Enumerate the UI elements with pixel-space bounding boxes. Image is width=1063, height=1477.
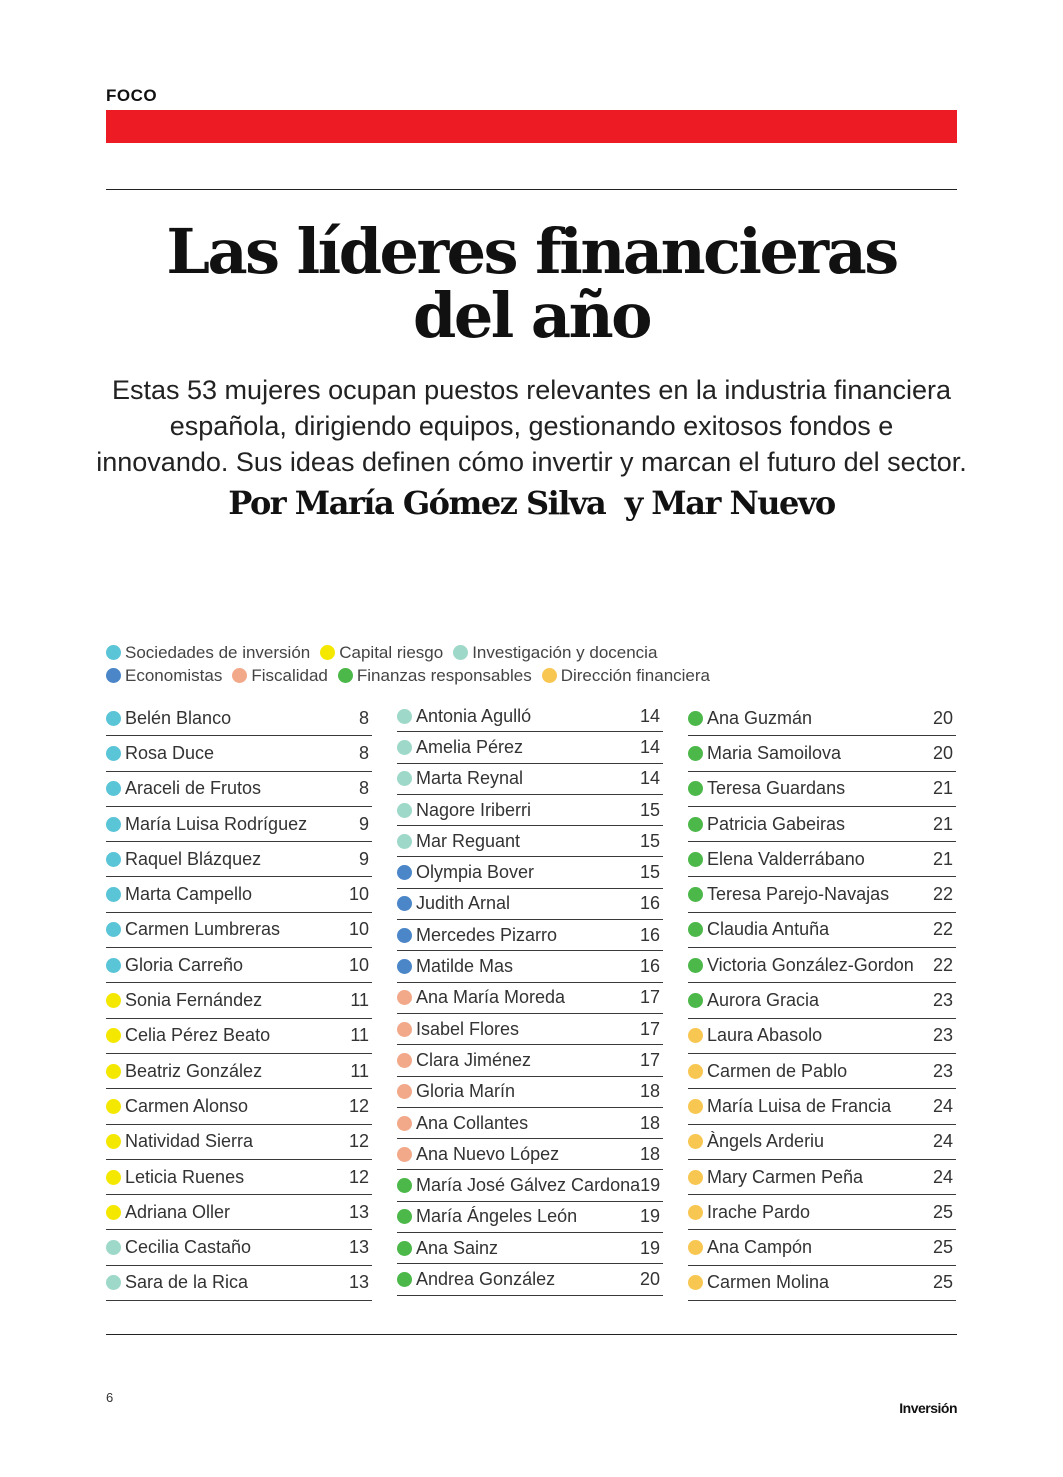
entry-name: Marta Campello <box>125 884 253 905</box>
legend-label: Finanzas responsables <box>356 665 532 685</box>
entry-page-number: 20 <box>932 707 953 728</box>
entry-name: Teresa Parejo-Navajas <box>707 884 890 905</box>
entry-page-number: 23 <box>932 1025 953 1046</box>
entry-page-number: 18 <box>639 1081 660 1102</box>
category-dot-icon <box>397 1209 412 1224</box>
category-dot-icon <box>688 1134 703 1149</box>
entry-name: Patricia Gabeiras <box>707 813 846 834</box>
entry-name: Mary Carmen Peña <box>707 1166 864 1187</box>
legend-label: Investigación y docencia <box>472 642 658 662</box>
entry-name: Raquel Blázquez <box>125 848 262 869</box>
entry-name: María Luisa de Francia <box>707 1095 892 1116</box>
index-entry <box>688 877 956 912</box>
category-dot-icon <box>106 958 121 973</box>
index-entry <box>397 1170 663 1201</box>
category-dot-icon <box>106 1205 121 1220</box>
entry-page-number: 10 <box>348 919 369 940</box>
entry-page-number: 8 <box>358 778 369 799</box>
entry-name: Ana Collantes <box>416 1112 529 1133</box>
legend-label: Economistas <box>125 665 223 685</box>
entry-page-number: 10 <box>348 954 369 975</box>
entry-name: Ana Nuevo López <box>416 1143 560 1164</box>
category-dot-icon <box>106 711 121 726</box>
entry-name: Laura Abasolo <box>707 1025 823 1046</box>
entry-page-number: 21 <box>932 813 953 834</box>
entry-name: Carmen Alonso <box>125 1095 249 1116</box>
entry-name: Gloria Marín <box>416 1081 516 1102</box>
entry-page-number: 14 <box>639 768 660 789</box>
index-entry <box>397 732 663 763</box>
index-entry <box>688 1266 956 1301</box>
legend-label: Dirección financiera <box>560 665 710 685</box>
index-entry <box>688 1195 956 1230</box>
deck-line-2: española, dirigiendo equipos, gestionando exitosos fondos e <box>169 411 894 441</box>
index-entry <box>688 736 956 771</box>
category-dot-icon <box>397 1084 412 1099</box>
entry-page-number: 20 <box>639 1268 660 1289</box>
entry-name: Nagore Iriberri <box>416 799 532 820</box>
index-entry <box>106 948 372 983</box>
entry-name: Ana María Moreda <box>416 987 566 1008</box>
index-entry <box>106 1266 372 1301</box>
entry-page-number: 20 <box>932 742 953 763</box>
category-dot-icon <box>688 1028 703 1043</box>
index-entry <box>688 1160 956 1195</box>
category-dot-icon <box>397 959 412 974</box>
index-entry <box>397 1264 663 1295</box>
entry-name: Àngels Arderiu <box>707 1131 825 1152</box>
entry-name: Maria Samoilova <box>707 742 842 763</box>
index-entry <box>688 948 956 983</box>
category-dot-icon <box>688 922 703 937</box>
category-dot-icon <box>688 958 703 973</box>
index-column-3 <box>688 701 956 1301</box>
index-entry <box>397 1202 663 1233</box>
category-dot-icon <box>397 1272 412 1287</box>
category-dot-icon <box>106 1134 121 1149</box>
legend-item <box>453 643 657 663</box>
entry-page-number: 19 <box>640 1175 661 1196</box>
index-entry <box>397 826 663 857</box>
entry-name: Ana Guzmán <box>707 707 813 728</box>
entry-page-number: 24 <box>932 1166 953 1187</box>
entry-name: Olympia Bover <box>416 862 535 883</box>
entry-page-number: 23 <box>932 990 953 1011</box>
entry-name: Carmen Molina <box>707 1272 830 1293</box>
entry-page-number: 18 <box>639 1143 660 1164</box>
entry-page-number: 11 <box>350 1025 369 1046</box>
category-dot-icon <box>688 711 703 726</box>
entry-page-number: 16 <box>639 924 660 945</box>
category-dot-icon <box>397 740 412 755</box>
entry-name: Sonia Fernández <box>125 990 263 1011</box>
headline-line-1: Las líderes financieras <box>166 215 897 288</box>
entry-name: Carmen de Pablo <box>707 1060 848 1081</box>
category-dot-icon <box>688 887 703 902</box>
legend-label: Fiscalidad <box>251 665 328 685</box>
deck <box>96 372 967 480</box>
index-entry <box>106 807 372 842</box>
entry-page-number: 11 <box>350 990 369 1011</box>
entry-page-number: 25 <box>932 1201 953 1222</box>
entry-page-number: 8 <box>358 707 369 728</box>
index-entry <box>397 983 663 1014</box>
entry-page-number: 16 <box>639 956 660 977</box>
entry-name: Sara de la Rica <box>125 1272 249 1293</box>
entry-page-number: 24 <box>932 1131 953 1152</box>
deck-line-1: Estas 53 mujeres ocupan puestos relevantes en la industria financiera <box>112 375 951 405</box>
entry-page-number: 22 <box>932 884 953 905</box>
entry-name: Cecilia Castaño <box>125 1237 252 1258</box>
category-dot-icon <box>688 817 703 832</box>
entry-page-number: 17 <box>639 1018 660 1039</box>
entry-name: Leticia Ruenes <box>125 1166 245 1187</box>
index-entry <box>397 701 663 732</box>
index-entry <box>397 795 663 826</box>
index-entry <box>688 983 956 1018</box>
entry-page-number: 19 <box>639 1206 660 1227</box>
category-dot-icon <box>397 928 412 943</box>
category-dot-icon <box>106 1275 121 1290</box>
index-column-1 <box>106 701 372 1301</box>
entry-page-number: 13 <box>348 1201 369 1222</box>
category-dot-icon <box>397 771 412 786</box>
entry-name: Gloria Carreño <box>125 954 244 975</box>
legend-dot-icon <box>320 645 335 660</box>
legend-item <box>320 643 443 663</box>
byline: Por María Gómez Silva y Mar Nuevo <box>228 484 835 522</box>
index-entry <box>106 1019 372 1054</box>
index-entry <box>106 877 372 912</box>
entry-page-number: 8 <box>358 742 369 763</box>
legend-dot-icon <box>453 645 468 660</box>
entry-page-number: 13 <box>348 1272 369 1293</box>
index-entry <box>397 951 663 982</box>
category-dot-icon <box>397 1178 412 1193</box>
index-entry <box>397 857 663 888</box>
legend-label: Capital riesgo <box>339 642 444 662</box>
entry-page-number: 12 <box>348 1131 369 1152</box>
index-entry <box>688 807 956 842</box>
category-dot-icon <box>106 817 121 832</box>
category-dot-icon <box>397 1053 412 1068</box>
entry-page-number: 25 <box>932 1272 953 1293</box>
legend-row <box>106 664 957 687</box>
entry-name: Antonia Agulló <box>416 705 532 726</box>
category-dot-icon <box>688 1099 703 1114</box>
entry-page-number: 9 <box>358 813 369 834</box>
entry-name: Mercedes Pizarro <box>416 924 558 945</box>
top-divider <box>106 189 957 190</box>
entry-name: Amelia Pérez <box>416 736 524 757</box>
legend-dot-icon <box>106 668 121 683</box>
legend-label: Sociedades de inversión <box>125 642 311 662</box>
entry-name: María José Gálvez Cardona <box>416 1175 641 1196</box>
entry-page-number: 22 <box>932 919 953 940</box>
entry-name: Natividad Sierra <box>125 1131 254 1152</box>
category-dot-icon <box>397 896 412 911</box>
entry-name: Ana Sainz <box>416 1237 499 1258</box>
index-entry <box>397 1233 663 1264</box>
index-entry <box>397 889 663 920</box>
legend-row <box>106 641 957 664</box>
entry-name: María Luisa Rodríguez <box>125 813 308 834</box>
entry-page-number: 24 <box>932 1095 953 1116</box>
entry-name: Rosa Duce <box>125 742 215 763</box>
entry-name: Adriana Oller <box>125 1201 231 1222</box>
category-dot-icon <box>397 803 412 818</box>
entry-page-number: 17 <box>639 987 660 1008</box>
index-entry <box>688 772 956 807</box>
category-dot-icon <box>397 1022 412 1037</box>
category-dot-icon <box>688 781 703 796</box>
entry-name: Aurora Gracia <box>707 990 820 1011</box>
index-entry <box>106 1125 372 1160</box>
index-entry <box>688 913 956 948</box>
entry-page-number: 13 <box>348 1237 369 1258</box>
legend-dot-icon <box>338 668 353 683</box>
category-dot-icon <box>688 746 703 761</box>
category-dot-icon <box>688 1064 703 1079</box>
entry-page-number: 22 <box>932 954 953 975</box>
entry-page-number: 21 <box>932 778 953 799</box>
entry-page-number: 18 <box>639 1112 660 1133</box>
legend-dot-icon <box>106 645 121 660</box>
entry-name: Belén Blanco <box>125 707 232 728</box>
category-dot-icon <box>106 1170 121 1185</box>
entry-page-number: 15 <box>639 862 660 883</box>
entry-name: Mar Reguant <box>416 830 521 851</box>
entry-page-number: 21 <box>932 848 953 869</box>
index-entry <box>688 1089 956 1124</box>
index-entry <box>397 1108 663 1139</box>
category-dot-icon <box>397 709 412 724</box>
entry-name: Irache Pardo <box>707 1201 811 1222</box>
legend-dot-icon <box>232 668 247 683</box>
index-entry <box>688 1230 956 1265</box>
index-entry <box>106 701 372 736</box>
category-dot-icon <box>397 990 412 1005</box>
entry-name: María Ángeles León <box>416 1206 578 1227</box>
index-entry <box>688 701 956 736</box>
legend-item <box>232 666 328 686</box>
entry-name: Andrea González <box>416 1268 556 1289</box>
category-dot-icon <box>106 1064 121 1079</box>
entry-page-number: 14 <box>639 736 660 757</box>
index-entry <box>397 920 663 951</box>
index-entry <box>397 1139 663 1170</box>
entry-page-number: 9 <box>358 848 369 869</box>
publication-logo: Inversión <box>899 1400 957 1416</box>
deck-line-3: innovando. Sus ideas definen cómo invertir y marcan el futuro del sector. <box>96 447 967 477</box>
legend-item <box>338 666 532 686</box>
index-entry <box>106 772 372 807</box>
entry-page-number: 17 <box>639 1049 660 1070</box>
entry-name: Carmen Lumbreras <box>125 919 281 940</box>
entry-page-number: 15 <box>639 830 660 851</box>
index-entry <box>397 1014 663 1045</box>
entry-name: Marta Reynal <box>416 768 524 789</box>
category-legend <box>106 641 957 687</box>
legend-dot-icon <box>542 668 557 683</box>
category-dot-icon <box>106 1099 121 1114</box>
index-entry <box>106 736 372 771</box>
index-entry <box>397 1077 663 1108</box>
entry-name: Araceli de Frutos <box>125 778 262 799</box>
entry-name: Victoria González-Gordon <box>707 954 914 975</box>
index-entry <box>106 842 372 877</box>
entry-page-number: 12 <box>348 1095 369 1116</box>
entry-name: Claudia Antuña <box>707 919 830 940</box>
entry-name: Isabel Flores <box>416 1018 520 1039</box>
entry-page-number: 19 <box>639 1237 660 1258</box>
page-number: 6 <box>106 1390 114 1405</box>
legend-item <box>542 666 710 686</box>
category-dot-icon <box>688 1275 703 1290</box>
category-dot-icon <box>688 993 703 1008</box>
entry-page-number: 15 <box>639 799 660 820</box>
category-dot-icon <box>688 852 703 867</box>
entry-name: Matilde Mas <box>416 956 514 977</box>
entry-name: Ana Campón <box>707 1237 813 1258</box>
entry-name: Clara Jiménez <box>416 1049 532 1070</box>
category-dot-icon <box>106 1028 121 1043</box>
entry-page-number: 11 <box>350 1060 369 1081</box>
category-dot-icon <box>688 1205 703 1220</box>
category-dot-icon <box>397 834 412 849</box>
index-entry <box>106 913 372 948</box>
category-dot-icon <box>397 1241 412 1256</box>
index-entry <box>106 1230 372 1265</box>
index-entry <box>397 764 663 795</box>
entry-name: Celia Pérez Beato <box>125 1025 271 1046</box>
category-dot-icon <box>106 852 121 867</box>
headline <box>106 215 957 352</box>
category-dot-icon <box>688 1240 703 1255</box>
index-entry <box>397 1045 663 1076</box>
entry-name: Judith Arnal <box>416 893 511 914</box>
category-dot-icon <box>106 993 121 1008</box>
index-entry <box>106 1054 372 1089</box>
index-entry <box>688 842 956 877</box>
category-dot-icon <box>106 1240 121 1255</box>
entry-page-number: 23 <box>932 1060 953 1081</box>
legend-item <box>106 643 310 663</box>
index-entry <box>688 1019 956 1054</box>
category-dot-icon <box>106 887 121 902</box>
category-dot-icon <box>106 922 121 937</box>
entry-name: Teresa Guardans <box>707 778 846 799</box>
category-dot-icon <box>106 781 121 796</box>
entry-name: Beatriz González <box>125 1060 263 1081</box>
category-dot-icon <box>106 746 121 761</box>
category-dot-icon <box>397 1116 412 1131</box>
index-entry <box>106 1089 372 1124</box>
entry-page-number: 25 <box>932 1237 953 1258</box>
index-entry <box>106 983 372 1018</box>
entry-page-number: 10 <box>348 884 369 905</box>
section-color-bar <box>106 110 957 143</box>
index-entry <box>106 1195 372 1230</box>
category-dot-icon <box>688 1170 703 1185</box>
entry-page-number: 14 <box>639 705 660 726</box>
legend-item <box>106 666 222 686</box>
entry-page-number: 12 <box>348 1166 369 1187</box>
index-entry <box>688 1125 956 1160</box>
headline-line-2: del año <box>412 279 651 352</box>
entry-page-number: 16 <box>639 893 660 914</box>
bottom-divider <box>106 1334 957 1335</box>
index-entry <box>688 1054 956 1089</box>
category-dot-icon <box>397 865 412 880</box>
category-dot-icon <box>397 1147 412 1162</box>
index-column-2 <box>397 701 663 1296</box>
index-entry <box>106 1160 372 1195</box>
entry-name: Elena Valderrábano <box>707 848 865 869</box>
section-label: FOCO <box>106 86 158 105</box>
